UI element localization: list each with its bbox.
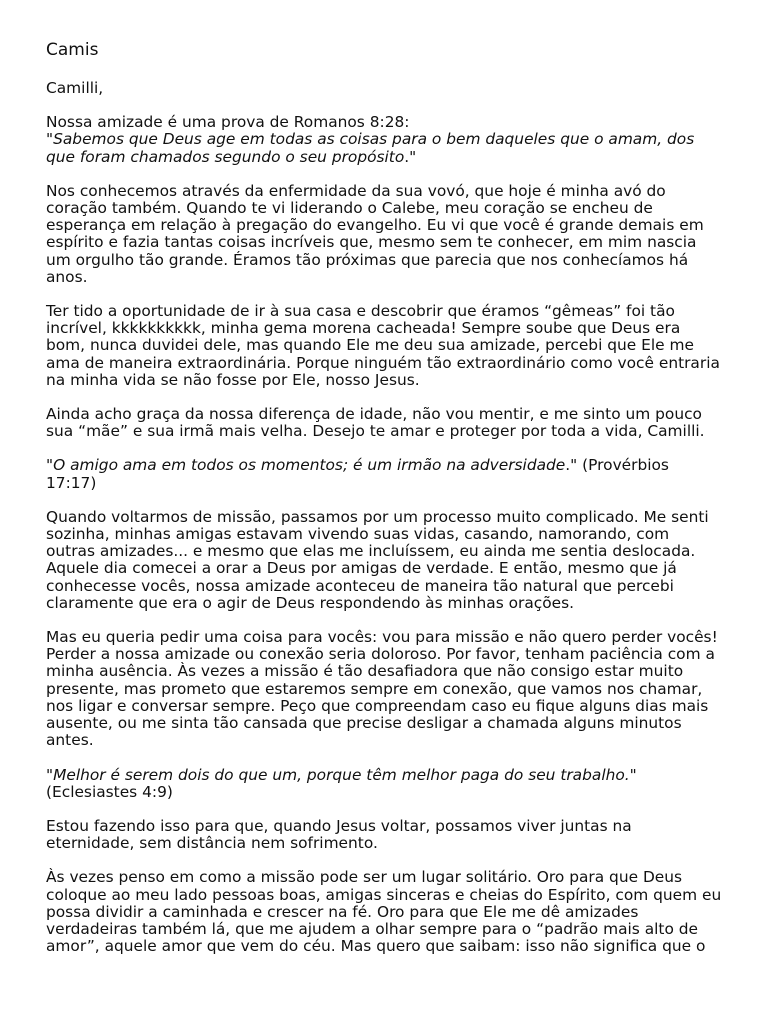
document-title: Camis xyxy=(46,40,99,60)
paragraph-solitude: Às vezes penso em como a missão pode ser um lugar solitário. Oro para que Deus coloque ao meu lado pessoas boas, amigas sinceras e cheias do Espírito, com quem eu possa dividir a caminhada e crescer na fé. Oro para que Ele me dê amizades verdadeiras também lá, que me ajudem a olhar sempre para o “padrão mais alto de amor”, aquele amor que vem do céu. Mas quero que saibam: isso não significa que o xyxy=(46,868,722,956)
ecclesiastes-quote: Melhor é serem dois do que um, porque têm melhor paga do seu trabalho. xyxy=(53,765,630,784)
romans-intro: Nossa amizade é uma prova de Romanos 8:28: xyxy=(46,113,410,132)
paragraph-meeting: Nos conhecemos através da enfermidade da sua vovó, que hoje é minha avó do coração também. Quando te vi liderando o Calebe, meu coração se encheu de esperança em relação à pregação do evangelho. Eu vi que você é grande demais em espírito e fazia tantas coisas incríveis que, mesmo sem te conhecer, em mim nascia um orgulho tão grande. Éramos tão próximas que parecia que nos conhecíamos há anos. xyxy=(46,181,704,286)
romans-quote: Sabemos que Deus age em todas as coisas para o bem daqueles que o amam, dos que foram chamados segundo o seu propósito xyxy=(46,130,695,166)
quote-open-mark: " xyxy=(46,130,54,149)
quote-open-mark: " xyxy=(46,765,54,784)
paragraph-eternity: Estou fazendo isso para que, quando Jesus voltar, possamos viver juntas na eternidade, sem distância nem sofrimento. xyxy=(46,816,632,853)
paragraph-mission-return: Quando voltarmos de missão, passamos por um processo muito complicado. Me senti sozinha, minhas amigas estavam vivendo suas vidas, casando, namorando, com outras amizades... e mesmo que elas me incluíssem, eu ainda me sentia deslocada. Aquele dia comecei a orar a Deus por amigas de verdade. E então, mesmo que já conhecesse vocês, nossa amizade aconteceu de maneira tão natural que percebi claramente que era o agir de Deus respondendo às minhas orações. xyxy=(46,507,709,612)
quote-open-mark: " xyxy=(46,456,54,475)
proverbs-reference: ." (Provérbios 17:17) xyxy=(46,456,669,492)
paragraph-request: Mas eu queria pedir uma coisa para vocês: vou para missão e não quero perder vocês! Perder a nossa amizade ou conexão seria doloroso. Por favor, tenham paciência com a minha ausência. Às vezes a missão é tão desafiadora que não consigo estar muito presente, mas prometo que estaremos sempre em conexão, que vamos nos chamar, nos ligar e conversar sempre. Peço que compreendam caso eu fique alguns dias mais ausente, ou me sinta tão cansada que precise desligar a chamada alguns minutos antes. xyxy=(46,628,718,750)
paragraph-proverbs xyxy=(46,457,722,491)
paragraph-romans xyxy=(46,114,722,166)
paragraph-ecclesiastes xyxy=(46,767,722,801)
proverbs-quote: O amigo ama em todos os momentos; é um irmão na adversidade xyxy=(53,456,566,475)
quote-close-mark: ." xyxy=(404,147,417,166)
salutation: Camilli, xyxy=(46,79,104,97)
ecclesiastes-reference: " (Eclesiastes 4:9) xyxy=(46,765,637,801)
paragraph-twins: Ter tido a oportunidade de ir à sua casa e descobrir que éramos “gêmeas” foi tão incrível, kkkkkkkkkk, minha gema morena cacheada! Sempre soube que Deus era bom, nunca duvidei dele, mas quando Ele me deu sua amizade, percebi que Ele me ama de maneira extraordinária. Porque ninguém tão extraordinário como você entraria na minha vida se não fosse por Ele, nosso Jesus. xyxy=(46,302,720,389)
paragraph-age-difference: Ainda acho graça da nossa diferença de idade, não vou mentir, e me sinto um pouco sua “mãe” e sua irmã mais velha. Desejo te amar e proteger por toda a vida, Camilli. xyxy=(46,405,705,441)
